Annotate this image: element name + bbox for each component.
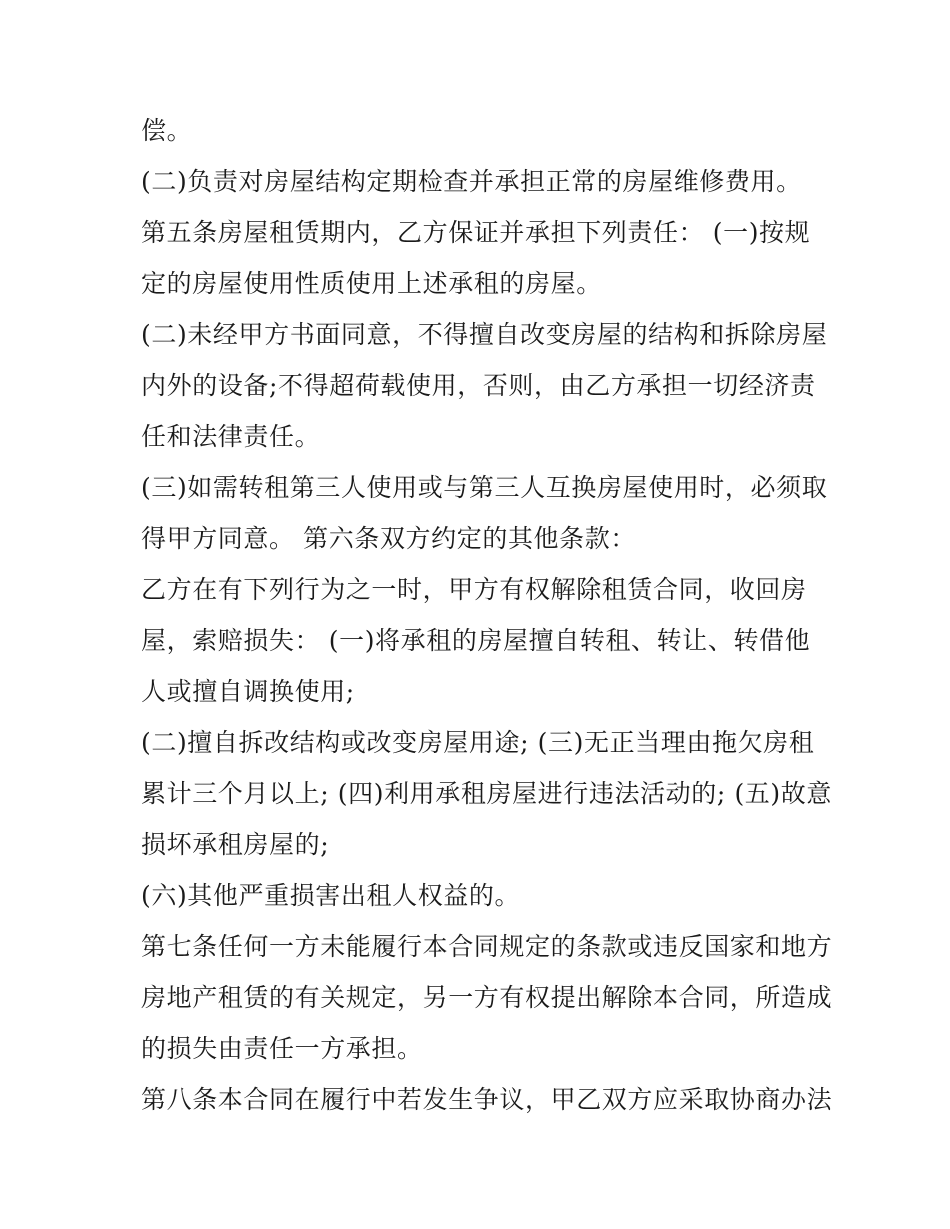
text-line: 屋，索赔损失： (一)将承租的房屋擅自转租、转让、转借他 <box>141 626 811 655</box>
text-line: 累计三个月以上; (四)利用承租房屋进行违法活动的; (五)故意 <box>141 779 832 808</box>
text-line: 偿。 <box>141 116 193 145</box>
text-line: 的损失由责任一方承担。 <box>141 1034 423 1063</box>
text-line: 第七条任何一方未能履行本合同规定的条款或违反国家和地方 <box>141 932 833 961</box>
text-line: (二)负责对房屋结构定期检查并承担正常的房屋维修费用。 <box>141 167 802 196</box>
text-line: 得甲方同意。 第六条双方约定的其他条款： <box>141 524 636 553</box>
text-line: 损坏承租房屋的; <box>141 830 330 859</box>
text-line: (三)如需转租第三人使用或与第三人互换房屋使用时，必须取 <box>141 473 828 502</box>
text-line: (二)擅自拆改结构或改变房屋用途; (三)无正当理由拖欠房租 <box>141 728 815 757</box>
text-line: 第五条房屋租赁期内，乙方保证并承担下列责任： (一)按规 <box>141 218 811 247</box>
text-line: (二)未经甲方书面同意，不得擅自改变房屋的结构和拆除房屋 <box>141 320 828 349</box>
text-line: 任和法律责任。 <box>141 422 321 451</box>
text-line: 人或擅自调换使用; <box>141 677 355 706</box>
text-line: (六)其他严重损害出租人权益的。 <box>141 881 521 910</box>
text-line: 房地产租赁的有关规定，另一方有权提出解除本合同，所造成 <box>141 983 833 1012</box>
text-line: 定的房屋使用性质使用上述承租的房屋。 <box>141 269 602 298</box>
text-line: 乙方在有下列行为之一时，甲方有权解除租赁合同，收回房 <box>141 575 807 604</box>
text-line: 第八条本合同在履行中若发生争议，甲乙双方应采取协商办法 <box>141 1085 833 1114</box>
document-body <box>141 105 833 1125</box>
text-line: 内外的设备;不得超荷载使用，否则，由乙方承担一切经济责 <box>141 371 816 400</box>
